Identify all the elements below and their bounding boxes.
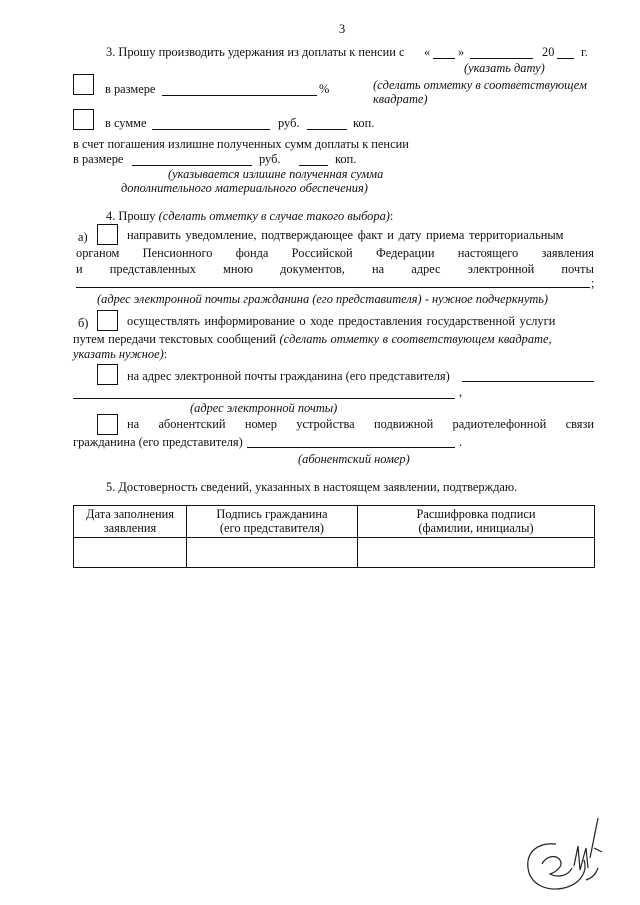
table-header-date [74, 506, 187, 538]
sum-kop-field[interactable] [307, 129, 347, 130]
repay-size-label: в размере [73, 152, 124, 166]
email-field-a[interactable] [76, 287, 590, 288]
year-prefix: 20 [542, 45, 555, 59]
phone-hint: (абонентский номер) [298, 452, 410, 466]
header-signature-line2: (его представителя) [219, 520, 325, 535]
option-a-line1: направить уведомление, подтверждающее факт и дату приема территориальным [127, 228, 564, 242]
phone-dot: . [459, 435, 463, 449]
a-line2-word: Федерации [375, 246, 435, 260]
a-line2-word: фонда [235, 246, 269, 260]
repay-kop-label: коп. [335, 152, 357, 166]
quote-close: » [458, 45, 465, 59]
phone-checkbox[interactable] [97, 414, 118, 435]
year-suffix: г. [581, 45, 588, 59]
option-a-line2 [76, 246, 594, 260]
percent-field[interactable] [162, 95, 317, 96]
section4-title-colon: : [389, 209, 394, 223]
option-b-line3 [73, 347, 167, 361]
b-line3-colon: : [163, 347, 168, 361]
email-checkbox[interactable] [97, 364, 118, 385]
a-line3-word: документов, [280, 262, 345, 276]
email-comma: , [459, 385, 463, 399]
option-a-line3 [76, 262, 594, 276]
phone-word: связи [565, 417, 594, 431]
phone-word: абонентский [158, 417, 226, 431]
repay-line1: в счет погашения излишне полученных сумм доплаты к пенсии [73, 137, 409, 151]
option-a-checkbox[interactable] [97, 224, 118, 245]
month-field[interactable] [470, 58, 533, 59]
email-field-2[interactable] [73, 398, 455, 399]
option-a-semicolon: ; [591, 276, 595, 290]
option-a-label: а) [78, 230, 88, 244]
phone-word: подвижной [373, 417, 434, 431]
phone-word: на [127, 417, 140, 431]
a-line2-word: органом [76, 246, 120, 260]
b-line2-plain: путем передачи текстовых сообщений [73, 332, 276, 346]
sum-checkbox[interactable] [73, 109, 94, 130]
year-field[interactable] [557, 58, 574, 59]
repay-rub-field[interactable] [132, 165, 252, 166]
section3-heading: 3. Прошу производить удержания из доплаты к пенсии с [106, 45, 405, 59]
day-field[interactable] [433, 58, 455, 59]
kop-label: коп. [353, 116, 375, 130]
header-date-line1: Дата заполнения [86, 507, 174, 521]
b-line2-hint: (сделать отметку в соответствующем квадрате, [279, 332, 552, 346]
section4-title: 4. Прошу [106, 209, 156, 223]
rub-label: руб. [278, 116, 300, 130]
section4-heading [106, 209, 393, 223]
a-line3-word: адрес [411, 262, 441, 276]
a-line3-word: мною [223, 262, 253, 276]
signature-cell[interactable] [187, 538, 358, 568]
table-header-row [74, 506, 595, 538]
a-line3-word: и [76, 262, 83, 276]
checkbox-hint-line2: квадрате) [373, 92, 428, 106]
a-line2-word: Пенсионного [142, 246, 213, 260]
email-hint: (адрес электронной почты) [190, 401, 338, 415]
a-line2-word: настоящего [457, 246, 519, 260]
a-line3-word: представленных [109, 262, 196, 276]
email-option-label: на адрес электронной почты гражданина (его представителя) [127, 369, 450, 383]
header-decoding-line1: Расшифровка подписи [416, 507, 536, 521]
table-header-signature [187, 506, 358, 538]
repay-hint-line1: (указывается излишне полученная сумма [168, 167, 384, 181]
page-number: 3 [339, 22, 346, 36]
repay-rub-label: руб. [259, 152, 281, 166]
option-a-hint: (адрес электронной почты гражданина (его представителя) - нужное подчеркнуть) [97, 292, 549, 306]
a-line3-word: на [371, 262, 385, 276]
phone-number-field[interactable] [247, 447, 455, 448]
table-header-decoding [358, 506, 595, 538]
option-b-line2 [73, 332, 552, 346]
a-line2-word: заявления [541, 246, 594, 260]
percent-checkbox[interactable] [73, 74, 94, 95]
date-hint: (указать дату) [464, 61, 545, 75]
a-line3-word: электронной [467, 262, 535, 276]
option-b-checkbox[interactable] [97, 310, 118, 331]
email-field-1[interactable] [462, 381, 594, 382]
percent-sign: % [319, 82, 330, 96]
repay-hint-line2: дополнительного материального обеспечения) [121, 181, 368, 195]
sum-option-label: в сумме [105, 116, 147, 130]
header-date-line2: заявления [103, 520, 157, 535]
repay-kop-field[interactable] [299, 165, 328, 166]
a-line3-word: почты [561, 262, 594, 276]
option-b-line1: осуществлять информирование о ходе предоставления государственной услуги [127, 314, 556, 328]
sum-rub-field[interactable] [152, 129, 270, 130]
checkbox-hint-line1: (сделать отметку в соответствующем [373, 78, 587, 92]
phone-word: устройства [296, 417, 355, 431]
section4-title-hint: (сделать отметку в случае такого выбора) [158, 209, 390, 223]
percent-option-label: в размере [105, 82, 156, 96]
phone-line2: гражданина (его представителя) [73, 435, 243, 449]
date-cell[interactable] [74, 538, 187, 568]
phone-word: номер [244, 417, 277, 431]
header-signature-line1: Подпись гражданина [216, 507, 328, 521]
phone-line1 [127, 417, 594, 431]
quote-open: « [424, 45, 431, 59]
handwritten-signature [516, 808, 608, 900]
decoding-cell[interactable] [358, 538, 595, 568]
phone-word: радиотелефонной [452, 417, 547, 431]
table-row [74, 538, 595, 568]
option-b-label: б) [78, 316, 89, 330]
b-line3-hint: указать нужное) [73, 347, 164, 361]
a-line2-word: Российской [291, 246, 353, 260]
section5-statement: 5. Достоверность сведений, указанных в настоящем заявлении, подтверждаю. [106, 480, 518, 494]
header-decoding-line2: (фамилии, инициалы) [418, 520, 534, 535]
signature-table [73, 505, 595, 568]
